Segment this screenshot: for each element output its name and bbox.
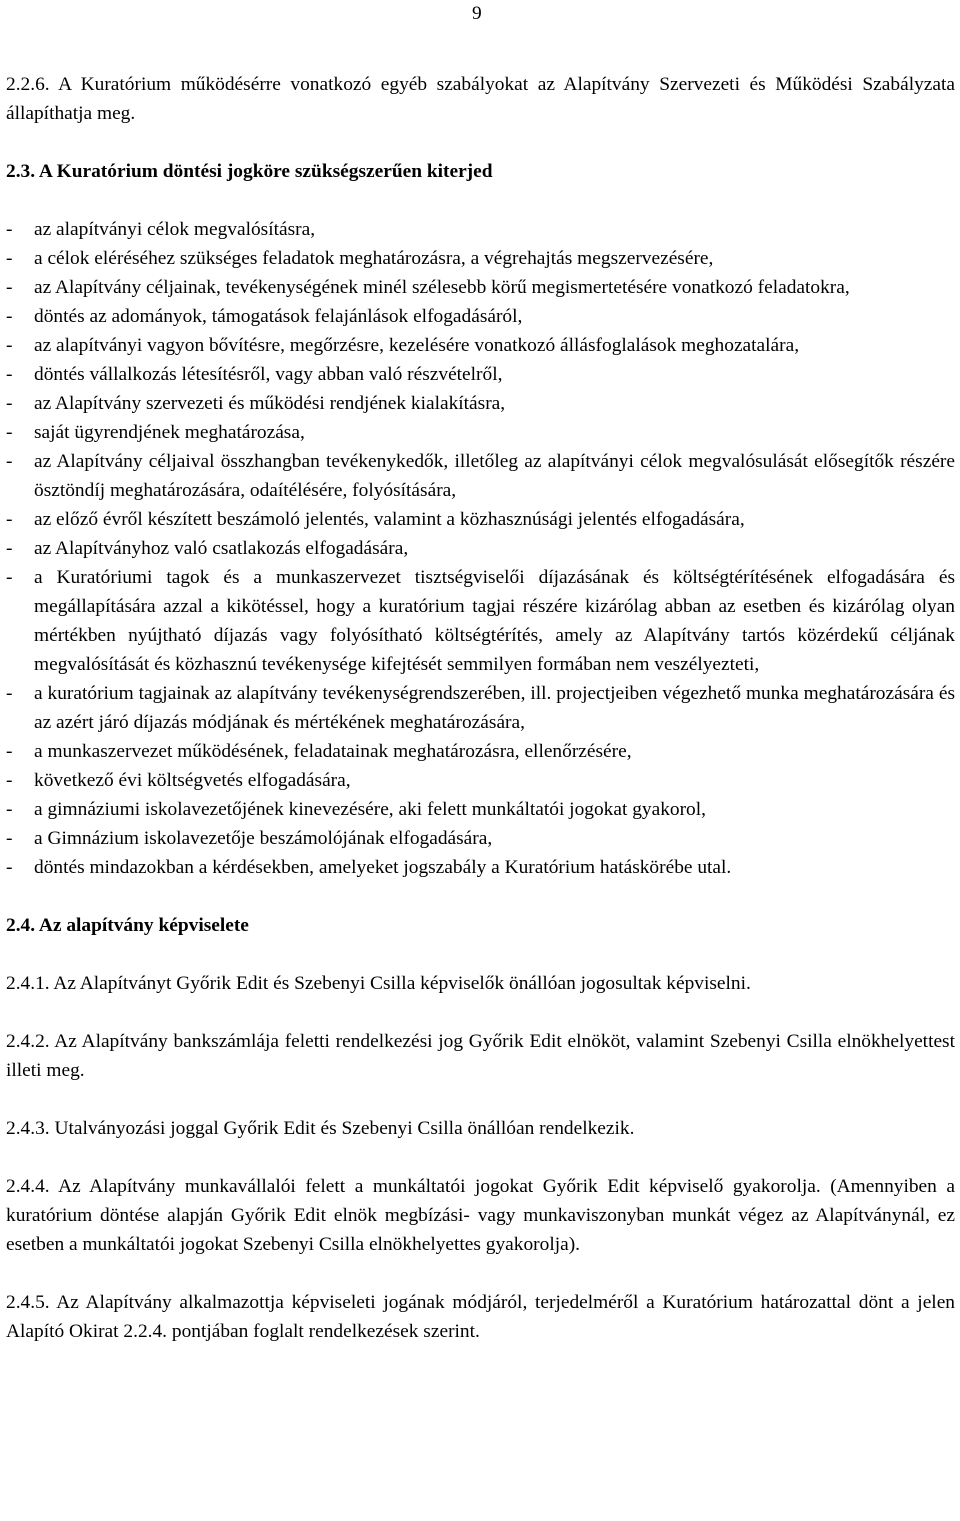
list-item (6, 505, 955, 534)
list-item-text: a gimnáziumi iskolavezetőjének kinevezésére, aki felett munkáltatói jogokat gyakorol, (34, 799, 706, 820)
list-item (6, 331, 955, 360)
list-item-text: saját ügyrendjének meghatározása, (34, 422, 305, 443)
list-dash: - (6, 219, 13, 240)
list-dash: - (6, 248, 13, 269)
list-item (6, 853, 955, 882)
list-item (6, 418, 955, 447)
section-2-4-title: 2.4. Az alapítvány képviselete (6, 915, 249, 936)
list-item-text: a kuratórium tagjainak az alapítvány tevékenységrendszerében, ill. projectjeiben végezhető munka meghatározására és az azért járó díjazás módjának és mértékének meghatározására, (34, 683, 955, 733)
list-item-text: az Alapítvány céljainak, tevékenységének minél szélesebb körű megismertetésére vonatkozó feladatokra, (34, 277, 850, 298)
list-dash: - (6, 799, 13, 820)
list-item-text: az alapítványi vagyon bővítésre, megőrzésre, kezelésére vonatkozó állásfoglalások meghozatalára, (34, 335, 800, 356)
list-item-text: az alapítványi célok megvalósításra, (34, 219, 316, 240)
list-item-text: következő évi költségvetés elfogadására, (34, 770, 351, 791)
paragraph-2-4-4: 2.4.4. Az Alapítvány munkavállalói felett a munkáltatói jogokat Győrik Edit képviselő gyakorolja. (Amennyiben a kuratórium döntése alapján Győrik Edit elnök megbízási- vagy munkaviszonyban munkát végez az Alapítványnál, ez esetben a munkáltatói jogokat Szebenyi Csilla elnökhelyettes gyakorolja). (6, 1176, 955, 1255)
jurisdiction-list (6, 215, 955, 882)
list-item (6, 563, 955, 679)
list-item (6, 795, 955, 824)
list-dash: - (6, 277, 13, 298)
list-item (6, 273, 955, 302)
list-dash: - (6, 538, 13, 559)
list-item (6, 737, 955, 766)
paragraph-2-4-5: 2.4.5. Az Alapítvány alkalmazottja képviseleti jogának módjáról, terjedelméről a Kuratórium határozattal dönt a jelen Alapító Okirat 2.2.4. pontjában foglalt rendelkezések szerint. (6, 1292, 955, 1342)
list-dash: - (6, 335, 13, 356)
list-item (6, 389, 955, 418)
list-dash: - (6, 306, 13, 327)
list-item-text: a Kuratóriumi tagok és a munkaszervezet tisztségviselői díjazásának és költségtérítésének elfogadására és megállapítására azzal a kikötéssel, hogy a kuratórium tagjai részére kizárólag abban az esetben és kizárólag olyan mértékben nyújtható díjazás vagy folyósítható költségtérítés, amely az Alapítvány tartós közérdekű céljának megvalósítását és közhasznú tevékenysége kifejtését semmilyen formában nem veszélyezteti, (34, 567, 955, 675)
list-item (6, 302, 955, 331)
paragraph-2-4-2: 2.4.2. Az Alapítvány bankszámlája feletti rendelkezési jog Győrik Edit elnököt, valamint Szebenyi Csilla elnökhelyettest illeti meg. (6, 1031, 955, 1081)
section-2-3-title: 2.3. A Kuratórium döntési jogköre szükségszerűen kiterjed (6, 161, 493, 182)
list-item-text: az Alapítványhoz való csatlakozás elfogadására, (34, 538, 409, 559)
list-item-text: a Gimnázium iskolavezetője beszámolójának elfogadására, (34, 828, 493, 849)
list-item (6, 447, 955, 505)
list-item (6, 244, 955, 273)
list-dash: - (6, 364, 13, 385)
document-body (6, 70, 955, 1375)
list-item-text: az Alapítvány szervezeti és működési rendjének kialakításra, (34, 393, 506, 414)
paragraph-2-4-1: 2.4.1. Az Alapítványt Győrik Edit és Szebenyi Csilla képviselők önállóan jogosultak képviselni. (6, 973, 751, 994)
list-item (6, 824, 955, 853)
list-item (6, 215, 955, 244)
list-item (6, 360, 955, 389)
list-item-text: az előző évről készített beszámoló jelentés, valamint a közhasznúsági jelentés elfogadására, (34, 509, 745, 530)
list-item (6, 766, 955, 795)
page-number: 9 (472, 3, 482, 24)
list-item-text: döntés vállalkozás létesítésről, vagy abban való részvételről, (34, 364, 503, 385)
paragraph-2-2-6: 2.2.6. A Kuratórium működésérre vonatkozó egyéb szabályokat az Alapítvány Szervezeti és Működési Szabályzata állapíthatja meg. (6, 74, 955, 124)
list-item-text: döntés az adományok, támogatások felajánlások elfogadásáról, (34, 306, 523, 327)
list-dash: - (6, 451, 13, 472)
list-dash: - (6, 828, 13, 849)
list-item (6, 679, 955, 737)
list-item-text: az Alapítvány céljaival összhangban tevékenykedők, illetőleg az alapítványi célok megvalósulását elősegítők részére ösztöndíj meghatározására, odaítélésére, folyósítására, (34, 451, 955, 501)
paragraph-2-4-3: 2.4.3. Utalványozási joggal Győrik Edit és Szebenyi Csilla önállóan rendelkezik. (6, 1118, 635, 1139)
list-item-text: döntés mindazokban a kérdésekben, amelyeket jogszabály a Kuratórium hatáskörébe utal. (34, 857, 732, 878)
list-dash: - (6, 741, 13, 762)
list-dash: - (6, 770, 13, 791)
list-item-text: a célok eléréséhez szükséges feladatok meghatározásra, a végrehajtás megszervezésére, (34, 248, 714, 269)
list-dash: - (6, 509, 13, 530)
list-dash: - (6, 567, 13, 588)
list-dash: - (6, 393, 13, 414)
list-dash: - (6, 683, 13, 704)
list-dash: - (6, 422, 13, 443)
list-item-text: a munkaszervezet működésének, feladatainak meghatározásra, ellenőrzésére, (34, 741, 632, 762)
list-dash: - (6, 857, 13, 878)
list-item (6, 534, 955, 563)
